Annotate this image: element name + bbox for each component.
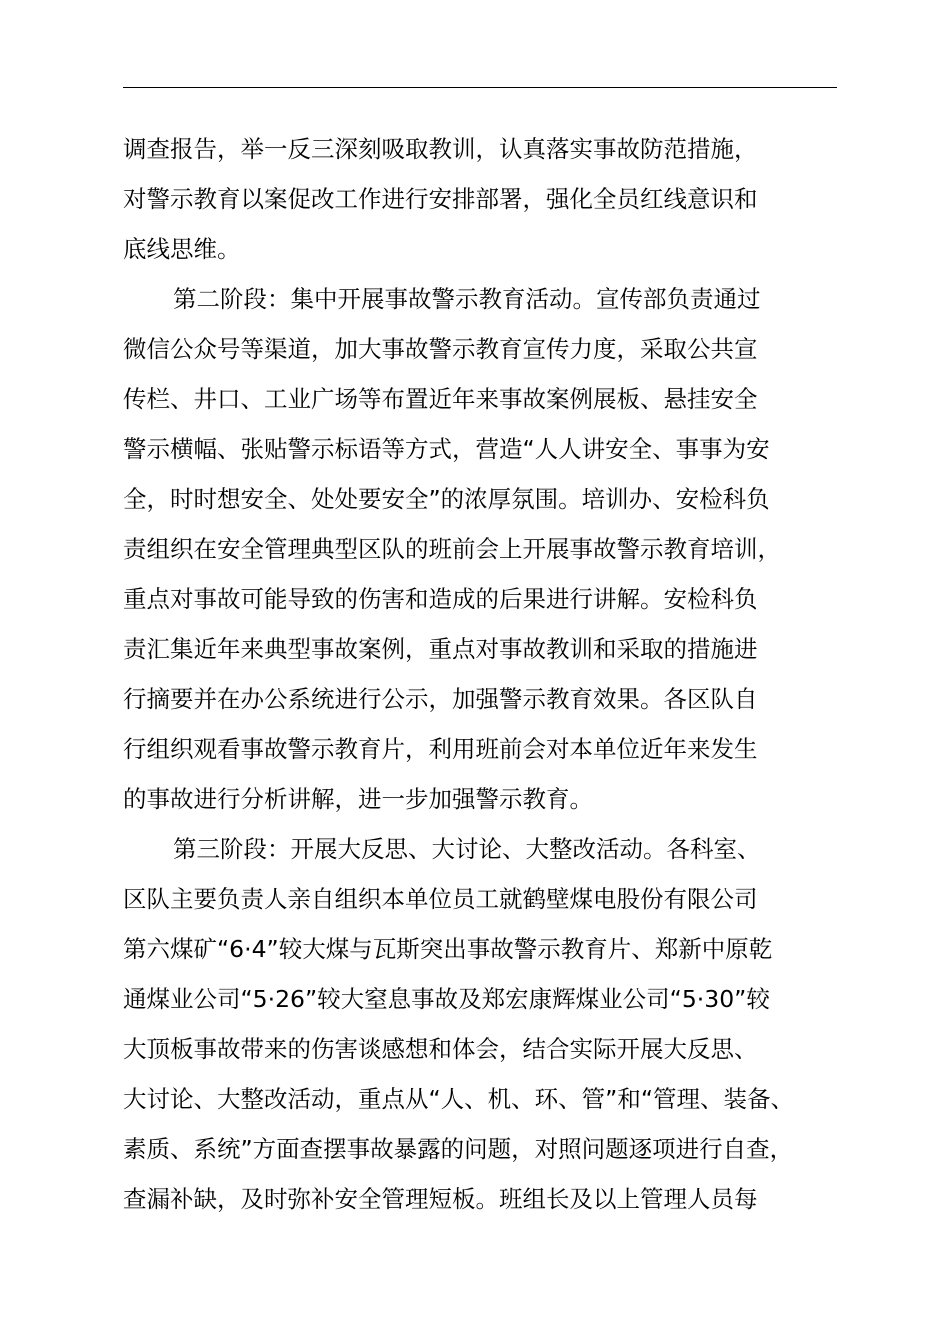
body-line-5: 微信公众号等渠道，加大事故警示教育宣传力度，采取公共宣 bbox=[123, 335, 758, 363]
body-line-1: 调查报告，举一反三深刻吸取教训，认真落实事故防范措施， bbox=[123, 135, 758, 163]
body-line-19: 大顶板事故带来的伤害谈感想和体会，结合实际开展大反思、 bbox=[123, 1035, 758, 1063]
body-line-8: 全，时时想安全、处处要安全”的浓厚氛围。培训办、安检科负 bbox=[123, 485, 770, 513]
body-line-22: 查漏补缺，及时弥补安全管理短板。班组长及以上管理人员每 bbox=[123, 1185, 758, 1213]
body-line-6: 传栏、井口、工业广场等布置近年来事故案例展板、悬挂安全 bbox=[123, 385, 758, 413]
body-line-3: 底线思维。 bbox=[123, 235, 241, 263]
body-line-11: 责汇集近年来典型事故案例，重点对事故教训和采取的措施进 bbox=[123, 635, 758, 663]
body-line-10: 重点对事故可能导致的伤害和造成的后果进行讲解。安检科负 bbox=[123, 585, 758, 613]
body-line-7: 警示横幅、张贴警示标语等方式，营造“人人讲安全、事事为安 bbox=[123, 435, 770, 463]
paragraph-stage-two-first-line: 第二阶段：集中开展事故警示教育活动。宣传部负责通过 bbox=[173, 285, 761, 313]
body-line-14: 的事故进行分析讲解，进一步加强警示教育。 bbox=[123, 785, 593, 813]
paragraph-stage-three-first-line: 第三阶段：开展大反思、大讨论、大整改活动。各科室、 bbox=[173, 835, 761, 863]
body-line-17: 第六煤矿“6·4”较大煤与瓦斯突出事故警示教育片、郑新中原乾 bbox=[123, 935, 773, 963]
body-line-20: 大讨论、大整改活动，重点从“人、机、环、管”和“管理、装备、 bbox=[123, 1085, 795, 1113]
body-line-12: 行摘要并在办公系统进行公示，加强警示教育效果。各区队自 bbox=[123, 685, 758, 713]
header-rule bbox=[123, 87, 837, 88]
body-line-2: 对警示教育以案促改工作进行安排部署，强化全员红线意识和 bbox=[123, 185, 758, 213]
body-line-16: 区队主要负责人亲自组织本单位员工就鹤壁煤电股份有限公司 bbox=[123, 885, 758, 913]
body-line-18: 通煤业公司“5·26”较大窒息事故及郑宏康辉煤业公司“5·30”较 bbox=[123, 985, 770, 1013]
body-line-13: 行组织观看事故警示教育片，利用班前会对本单位近年来发生 bbox=[123, 735, 758, 763]
body-line-21: 素质、系统”方面查摆事故暴露的问题，对照问题逐项进行自查， bbox=[123, 1135, 794, 1163]
body-line-9: 责组织在安全管理典型区队的班前会上开展事故警示教育培训， bbox=[123, 535, 781, 563]
